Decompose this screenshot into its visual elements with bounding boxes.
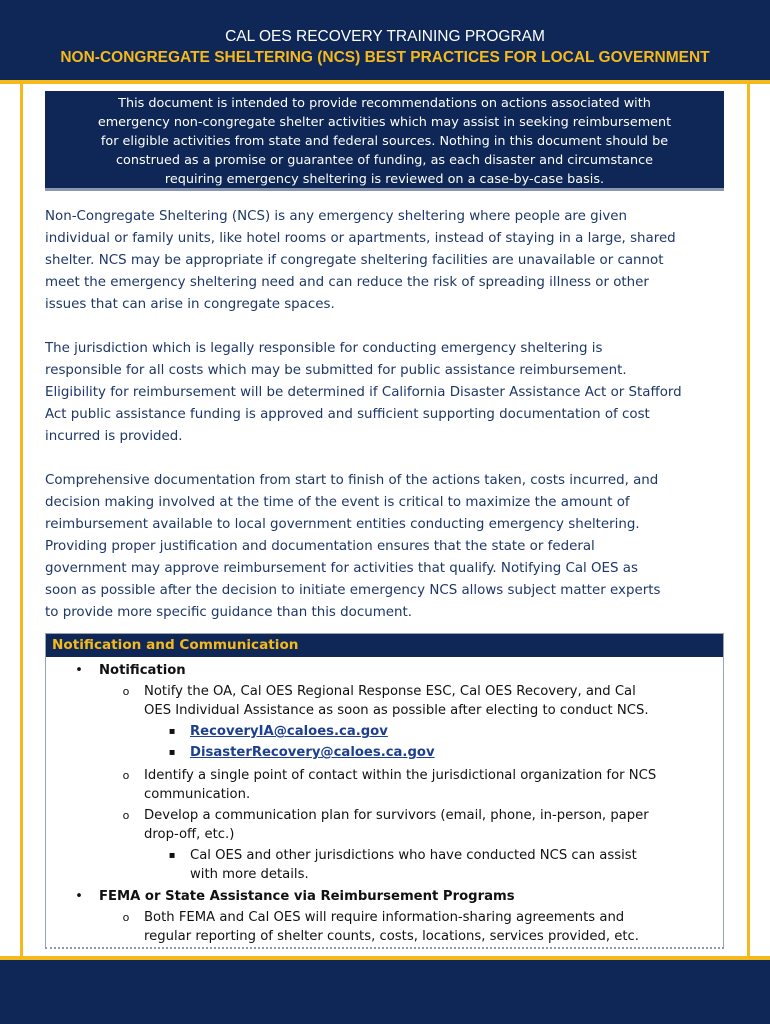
paragraph-line: decision making involved at the time of the event is critical to maximize the amount of <box>45 495 630 510</box>
list-item-line: Notify the OA, Cal OES Regional Response ESC, Cal OES Recovery, and Cal <box>144 684 636 699</box>
bullet-square: ▪ <box>168 747 176 758</box>
paragraph-line: Comprehensive documentation from start to finish of the actions taken, costs incurred, and <box>45 473 659 488</box>
disclaimer-line: construed as a promise or guarantee of funding, as each disaster and circumstance <box>115 153 654 168</box>
bullet-circle: o <box>122 685 130 698</box>
paragraph-line: Eligibility for reimbursement will be determined if California Disaster Assistance Act or Stafford <box>45 385 682 400</box>
disclaimer-line: for eligible activities from state and federal sources. Nothing in this document should be <box>100 134 669 149</box>
notification-label: Notification <box>99 663 186 678</box>
page-footer <box>0 960 770 1024</box>
paragraph-line: shelter. NCS may be appropriate if congregate sheltering facilities are unavailable or cannot <box>45 253 664 268</box>
bullet-circle: o <box>122 911 130 924</box>
paragraph-line: soon as possible after the decision to initiate emergency NCS allows subject matter experts <box>45 583 661 598</box>
list-item-line: Identify a single point of contact within the jurisdictional organization for NCS <box>144 768 657 783</box>
bullet-square: ▪ <box>168 726 176 737</box>
paragraph-line: issues that can arise in congregate spaces. <box>45 297 335 312</box>
paragraph-line: responsible for all costs which may be submitted for public assistance reimbursement. <box>45 363 627 378</box>
bullet-square: ▪ <box>168 850 176 861</box>
document-title: NON-CONGREGATE SHELTERING (NCS) BEST PRACTICES FOR LOCAL GOVERNMENT <box>60 49 710 66</box>
paragraph-line: Non-Congregate Sheltering (NCS) is any emergency sheltering where people are given <box>45 209 628 224</box>
right-border <box>747 84 750 956</box>
page-header <box>0 0 770 80</box>
disclaimer-line: This document is intended to provide recommendations on actions associated with <box>118 96 651 111</box>
paragraph-line: reimbursement available to local government entities conducting emergency sheltering. <box>45 517 640 532</box>
paragraph-line: meet the emergency sheltering need and can reduce the risk of spreading illness or other <box>45 275 649 290</box>
paragraph-line: government may approve reimbursement for activities that qualify. Notifying Cal OES as <box>45 561 638 576</box>
paragraph-line: to provide more specific guidance than this document. <box>45 605 412 620</box>
reimbursement-programs-label: FEMA or State Assistance via Reimbursement Programs <box>99 889 515 904</box>
list-item-line: with more details. <box>190 867 309 882</box>
paragraph-line: incurred is provided. <box>45 429 183 444</box>
disclaimer-line: requiring emergency sheltering is reviewed on a case-by-case basis. <box>164 172 605 187</box>
disclaimer-line: emergency non-congregate shelter activities which may assist in seeking reimbursement <box>97 115 672 130</box>
list-item-line: communication. <box>144 787 251 802</box>
bullet-circle: o <box>122 809 130 822</box>
paragraph-line: Providing proper justification and documentation ensures that the state or federal <box>45 539 595 554</box>
bullet-circle: o <box>122 769 130 782</box>
list-item-line: drop-off, etc.) <box>144 827 235 842</box>
ncs-definition-paragraph <box>45 206 725 316</box>
paragraph-line: individual or family units, like hotel rooms or apartments, instead of staying in a large, shared <box>45 231 676 246</box>
list-item-line: Develop a communication plan for survivors (email, phone, in-person, paper <box>144 808 649 823</box>
notification-section <box>45 633 724 949</box>
list-item-line: regular reporting of shelter counts, costs, locations, services provided, etc. <box>144 929 639 944</box>
documentation-paragraph <box>45 470 725 624</box>
list-item-line: Both FEMA and Cal OES will require information-sharing agreements and <box>144 910 625 925</box>
paragraph-line: Act public assistance funding is approved and sufficient supporting documentation of cost <box>45 407 650 422</box>
section-heading: Notification and Communication <box>46 634 723 657</box>
recovery-ia-email-link[interactable]: RecoveryIA@caloes.ca.gov <box>190 724 388 739</box>
paragraph-line: The jurisdiction which is legally responsible for conducting emergency sheltering is <box>45 341 603 356</box>
disaster-recovery-email-link[interactable]: DisasterRecovery@caloes.ca.gov <box>190 745 435 760</box>
bullet-dot: • <box>75 663 83 678</box>
program-name: CAL OES RECOVERY TRAINING PROGRAM <box>225 28 545 45</box>
list-item-line: OES Individual Assistance as soon as possible after electing to conduct NCS. <box>144 703 649 718</box>
disclaimer-box <box>45 91 724 191</box>
header-divider <box>0 80 770 84</box>
list-item-line: Cal OES and other jurisdictions who have conducted NCS can assist <box>190 848 637 863</box>
jurisdiction-paragraph <box>45 338 725 448</box>
left-border <box>20 84 23 956</box>
bullet-dot: • <box>75 889 83 904</box>
